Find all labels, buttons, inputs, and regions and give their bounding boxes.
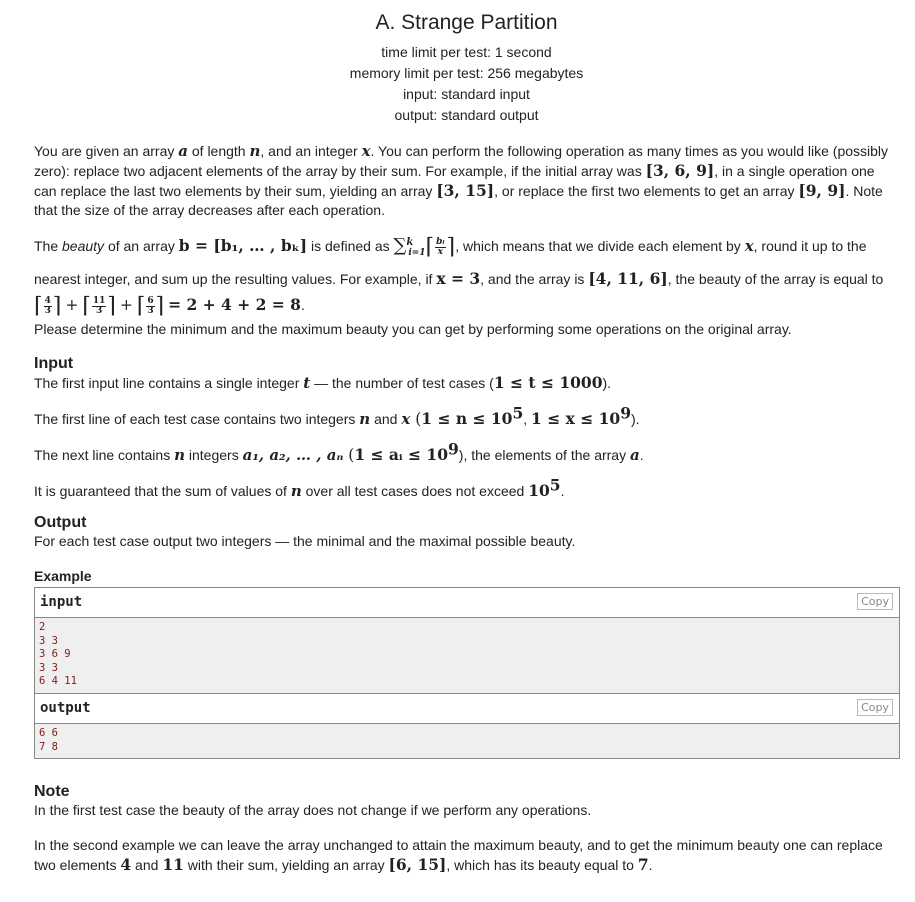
math-fraction: $\frac{\text{bᵢ}}{x}$ — [436, 236, 445, 257]
math-array: [9, 9] — [798, 181, 846, 200]
example-output-label: output — [40, 699, 91, 716]
problem-header — [34, 10, 899, 126]
math-var-n: n — [249, 142, 261, 160]
copy-input-button[interactable]: Copy — [857, 593, 893, 610]
math-var-x: x — [361, 142, 371, 160]
math-array: [3, 15] — [436, 181, 495, 200]
input-section-title: Input — [34, 355, 74, 372]
memory-limit: memory limit per test: 256 megabytes — [349, 65, 584, 81]
input-line-2: The first line of each test case contains two integers n and x ($1 \le n \le 10^5$, $1 \le x \le 10^9$). — [34, 403, 640, 428]
math-sum: ∑$^k_{i=1}$ — [393, 235, 426, 259]
input-line-3: The next line contains n integers a₁, a₂, … , aₙ (1 ≤ aᵢ ≤ $10^9$), the elements of the array a. — [34, 439, 644, 464]
example-title: Example — [34, 568, 92, 584]
note-paragraph-1: In the first test case the beauty of the array does not change if we perform any operations. — [34, 802, 592, 818]
example-box — [34, 587, 900, 759]
statement-paragraph-2: The beauty of an array b = [b₁, … , bₖ] is defined as ∑$^k_{i=1}$⌈ $\frac{\text{bᵢ}}{x}$ ⌉, which means that we divide each element by x, round it up to the nearest integer, and sum up the resulting values. For example, if x = 3, and the array is [4, 11, 6], the beauty of the array is equal to ⌈ $\frac{4}{3}$ ⌉ + ⌈ $\frac{11}{3}$ ⌉ + ⌈ $\frac{6}{3}$ ⌉ = 2 + 4 + 2 = 8. — [34, 234, 884, 319]
math-result: = 2 + 4 + 2 = 8 — [168, 295, 301, 315]
math-fraction: $\frac{6}{3}$ — [147, 295, 154, 316]
output-section — [34, 513, 899, 551]
math-fraction: $\frac{4}{3}$ — [44, 295, 51, 316]
output-section-title: Output — [34, 514, 87, 531]
output-spec: output: standard output — [394, 107, 539, 123]
example-input-header — [35, 588, 899, 618]
problem-statement — [34, 0, 899, 874]
term-beauty: beauty — [62, 238, 105, 254]
input-line-4: It is guaranteed that the sum of values of n over all test cases does not exceed $10^5$. — [34, 475, 565, 500]
example-output-header — [35, 693, 899, 724]
note-paragraph-2: In the second example we can leave the array unchanged to attain the maximum beauty, and to get the minimum beauty one can replace two elements 4 and 11 with their sum, yielding an array [6, 15], which has its beauty equal to 7. — [34, 837, 883, 874]
note-section — [34, 782, 899, 875]
note-title: Note — [34, 783, 70, 800]
math-b-def: b = [b₁, … , bₖ] — [178, 236, 308, 255]
example-output-content[interactable]: 6 6 7 8 — [35, 724, 899, 758]
math-var-a: a — [178, 142, 188, 160]
math-array: [3, 6, 9] — [645, 161, 715, 180]
example-input-label: input — [40, 594, 83, 610]
input-spec: input: standard input — [403, 86, 530, 102]
statement-paragraph-3: Please determine the minimum and the maximum beauty you can get by performing some operations on the original array. — [34, 321, 792, 337]
copy-output-button[interactable]: Copy — [857, 699, 893, 716]
input-section — [34, 354, 899, 501]
output-description: For each test case output two integers — the minimal and the maximal possible beauty. — [34, 533, 576, 549]
statement-paragraph-1: You are given an array a of length n, and an integer x. You can perform the following operation as many times as you would like (possibly zero): replace two adjacent elements of the array by their sum. For example, if the initial array was [3, 6, 9], in a single operation one can replace the last two elements by their sum, yielding an array [3, 15], or replace the first two elements to get an array [9, 9]. Note that the size of the array decreases after each operation. — [34, 142, 889, 218]
time-limit: time limit per test: 1 second — [381, 44, 552, 60]
input-line-1: The first input line contains a single integer t — the number of test cases (1 ≤ t ≤ 1000). — [34, 373, 612, 392]
problem-title: A. Strange Partition — [375, 11, 558, 34]
example-input-content[interactable]: 2 3 3 3 6 9 3 3 6 4 11 — [35, 618, 899, 693]
math-fraction: $\frac{11}{3}$ — [92, 295, 106, 316]
